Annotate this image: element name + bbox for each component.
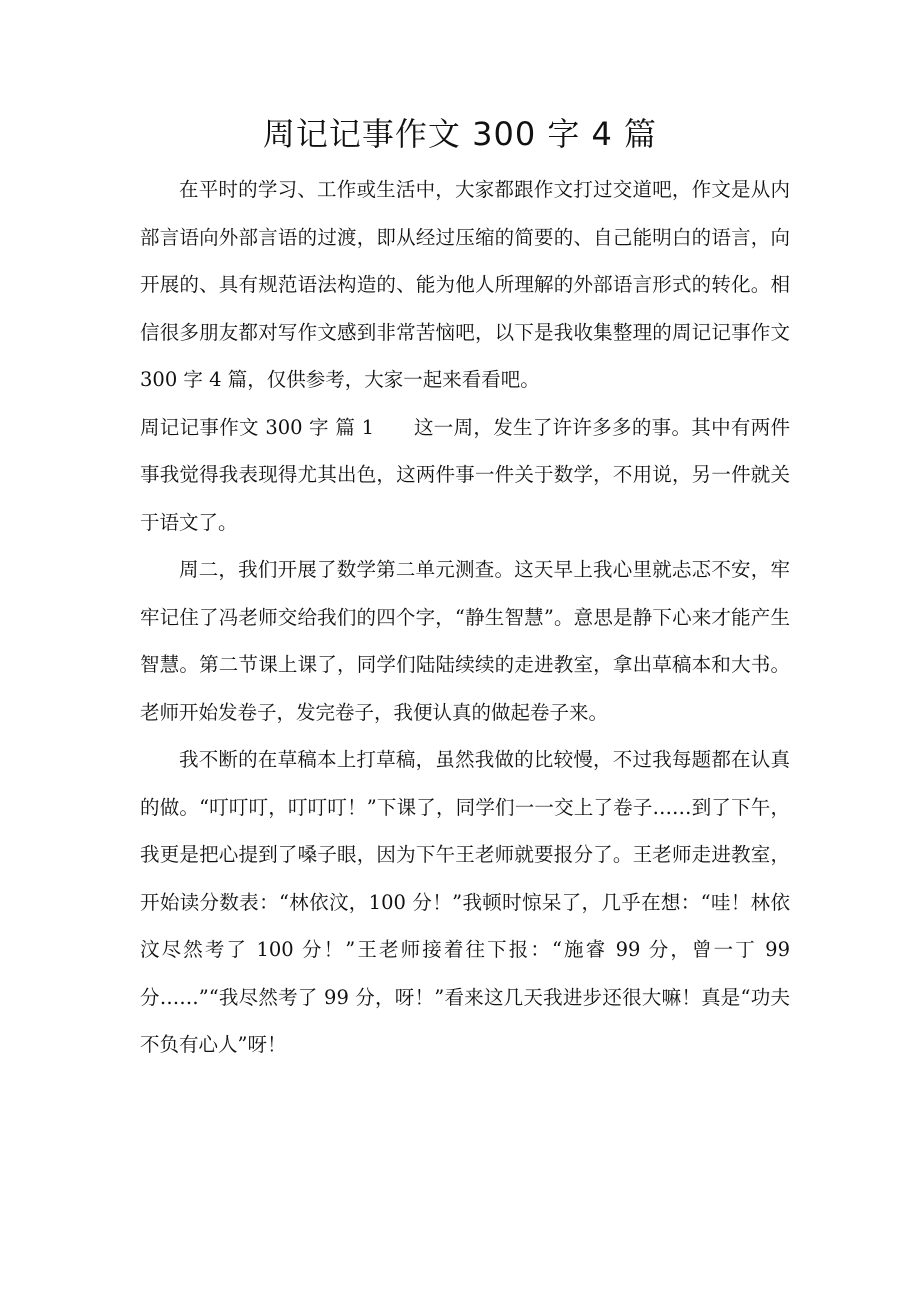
essay-1-heading-paragraph: 周记记事作文 300 字 篇 1 这一周，发生了许许多多的事。其中有两件事我觉得我表现得尤其出色，这两件事一件关于数学，不用说，另一件就关于语文了。 — [140, 415, 790, 534]
document-body — [140, 166, 790, 1069]
essay-1-paragraph-3: 我不断的在草稿本上打草稿，虽然我做的比较慢，不过我每题都在认真的做。“叮叮叮，叮叮叮！”下课了，同学们一一交上了卷子……到了下午，我更是把心提到了嗓子眼，因为下午王老师就要报分了。王老师走进教室，开始读分数表：“林依汶，100 分！”我顿时惊呆了，几乎在想：“哇！林依汶尽然考了 100 分！”王老师接着往下报：“施睿 99 分，曾一丁 99 分……”“我尽然考了 99 分，呀！”看来这几天我进步还很大嘛！真是“功夫不负有心人”呀！ — [140, 748, 790, 1056]
essay-1-paragraph-2: 周二，我们开展了数学第二单元测查。这天早上我心里就忐忑不安，牢牢记住了冯老师交给我们的四个字，“静生智慧”。意思是静下心来才能产生智慧。第二节课上课了，同学们陆陆续续的走进教室，拿出草稿本和大书。老师开始发卷子，发完卷子，我便认真的做起卷子来。 — [140, 558, 790, 724]
intro-paragraph: 在平时的学习、工作或生活中，大家都跟作文打过交道吧，作文是从内部言语向外部言语的过渡，即从经过压缩的简要的、自己能明白的语言，向开展的、具有规范语法构造的、能为他人所理解的外部语言形式的转化。相信很多朋友都对写作文感到非常苦恼吧，以下是我收集整理的周记记事作文 300 字 4 篇，仅供参考，大家一起来看看吧。 — [140, 178, 790, 391]
document-title: 周记记事作文 300 字 4 篇 — [262, 115, 658, 153]
